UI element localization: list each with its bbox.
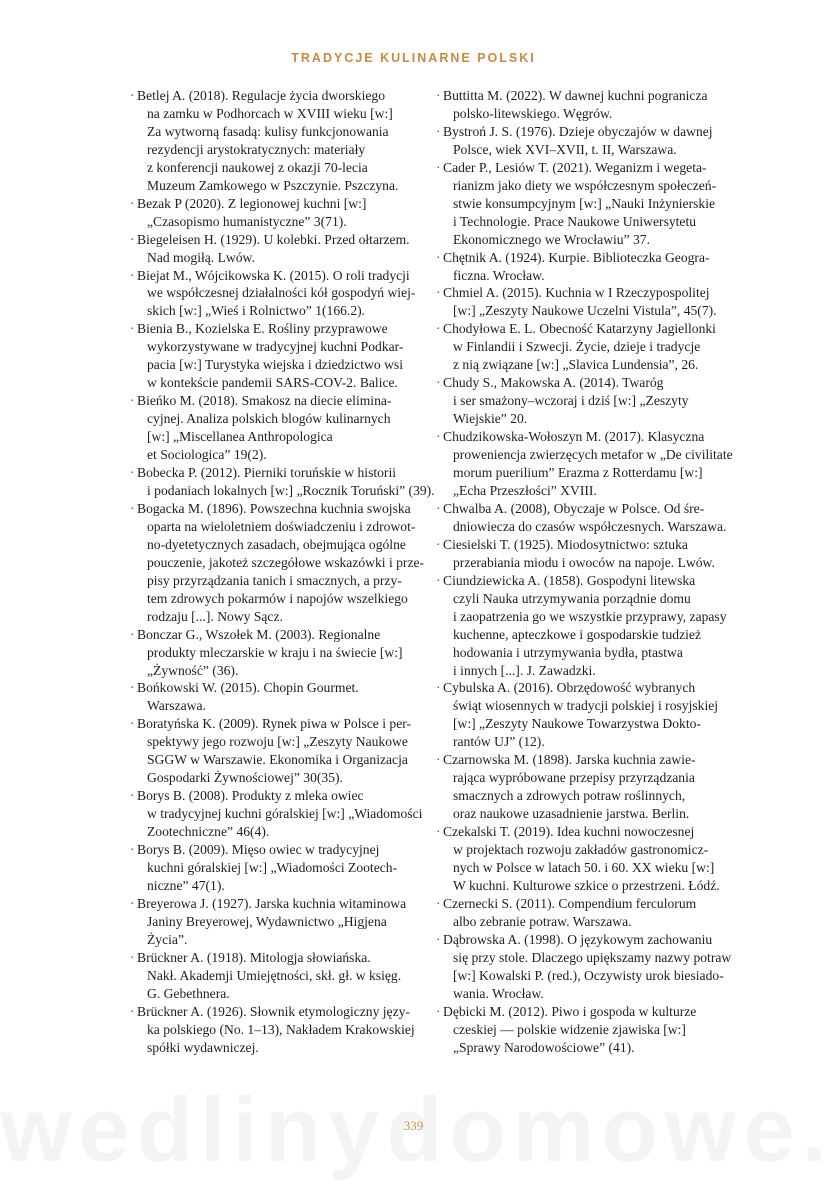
bullet-icon: ·: [436, 285, 441, 301]
bullet-icon: ·: [130, 788, 135, 804]
entry-line: et Sociologica” 19(2).: [147, 447, 267, 463]
bibliography-column-left: [130, 87, 437, 1056]
entry-line: Janiny Breyerowej, Wydawnictwo „Higjena: [147, 913, 387, 929]
bullet-icon: ·: [130, 88, 135, 103]
entry-line: i innych [...]. J. Zawadzki.: [453, 662, 596, 678]
entry-line: Warszawa.: [147, 698, 206, 714]
entry-line: Chodyłowa E. L. Obecność Katarzyny Jagiellonki: [443, 321, 716, 337]
bullet-icon: ·: [436, 1003, 441, 1019]
entry-line: stwie konsumpcyjnym [w:] „Nauki Inżynierskie: [453, 195, 715, 211]
entry-line: Bezak P (2020). Z legionowej kuchni [w:]: [137, 195, 367, 211]
entry-line: „Echa Przeszłości” XVIII.: [453, 482, 597, 498]
bullet-icon: ·: [130, 231, 135, 247]
entry-line: Brückner A. (1926). Słownik etymologiczny języ-: [137, 1003, 410, 1019]
entry-line: Dębicki M. (2012). Piwo i gospoda w kulturze: [443, 1003, 697, 1019]
bullet-icon: ·: [130, 393, 135, 409]
entry-line: Wiejskie” 20.: [453, 411, 528, 427]
entry-line: ficzna. Wrocław.: [453, 267, 545, 283]
bibliography-entry: [436, 895, 746, 931]
bibliography-entry: [436, 428, 746, 500]
entry-line: [w:] „Zeszyty Naukowe Towarzystwa Dokto-: [453, 716, 701, 732]
entry-line: Dąbrowska A. (1998). O językowym zachowaniu: [443, 931, 713, 947]
entry-line: się przy stole. Dlaczego upiększamy nazwy potraw: [453, 949, 732, 965]
entry-line: morum puerilium” Erazma z Rotterdamu [w:]: [453, 465, 703, 481]
entry-line: Chętnik A. (1924). Kurpie. Biblioteczka Geogra-: [443, 249, 710, 265]
entry-line: Ekonomicznego we Wrocławiu” 37.: [453, 231, 651, 247]
entry-line: na zamku w Podhorcach w XVIII wieku [w:]: [147, 105, 393, 121]
entry-line: Buttitta M. (2022). W dawnej kuchni pogranicza: [443, 88, 708, 103]
entry-line: Ciesielski T. (1925). Miodosytnictwo: sztuka: [443, 536, 688, 552]
entry-line: pouczenie, jakoteż szczegółowe wskazówki i prze-: [147, 554, 425, 570]
entry-line: Borys B. (2009). Mięso owiec w tradycyjnej: [137, 842, 380, 858]
entry-line: SGGW w Warszawie. Ekonomika i Organizacja: [147, 752, 408, 768]
entry-line: czyli Nauka utrzymywania porządnie domu: [453, 590, 691, 606]
entry-line: Chudzikowska-Wołoszyn M. (2017). Klasyczna: [443, 429, 705, 445]
entry-line: i Technologie. Prace Naukowe Uniwersytetu: [453, 213, 697, 229]
bullet-icon: ·: [436, 895, 441, 911]
entry-line: G. Gebethnera.: [147, 985, 230, 1001]
entry-line: Bogacka M. (1896). Powszechna kuchnia swojska: [137, 500, 411, 516]
bibliography-entry: [130, 267, 437, 321]
bibliography-entry: [130, 949, 437, 1003]
entry-line: w Finlandii i Szwecji. Życie, dzieje i tradycje: [453, 339, 701, 355]
entry-line: Nad mogiłą. Lwów.: [147, 249, 255, 265]
bullet-icon: ·: [436, 752, 441, 768]
entry-line: Polsce, wiek XVI–XVII, t. II, Warszawa.: [453, 141, 677, 157]
entry-line: rezydencji arystokratycznych: materiały: [147, 141, 366, 157]
bibliography-entry: [436, 679, 746, 751]
bullet-icon: ·: [436, 123, 441, 139]
entry-line: kuchni góralskiej [w:] „Wiadomości Zootech-: [147, 859, 398, 875]
bullet-icon: ·: [436, 572, 441, 588]
bibliography-entry: [436, 751, 746, 823]
bullet-icon: ·: [436, 321, 441, 337]
entry-line: cyjnej. Analiza polskich blogów kulinarnych: [147, 411, 391, 427]
bibliography-entry: [436, 249, 746, 285]
entry-line: Boratyńska K. (2009). Rynek piwa w Polsce i per-: [137, 716, 412, 732]
entry-line: rianizm jako diety we współczesnym społeczeń-: [453, 177, 717, 193]
entry-line: „Sprawy Narodowościowe” (41).: [453, 1039, 635, 1055]
bibliography-entry: [130, 895, 437, 949]
bibliography-entry: [436, 500, 746, 536]
entry-line: z nią związane [w:] „Slavica Lundensia”, 26.: [453, 357, 699, 373]
entry-line: spektywy jego rozwoju [w:] „Zeszyty Naukowe: [147, 734, 408, 750]
entry-line: Cader P., Lesiów T. (2021). Weganizm i wegeta-: [443, 159, 707, 175]
entry-line: Ciundziewicka A. (1858). Gospodyni litewska: [443, 572, 696, 588]
entry-line: i podaniach lokalnych [w:] „Rocznik Toruński” (39).: [147, 482, 435, 498]
entry-line: Muzeum Zamkowego w Pszczynie. Pszczyna.: [147, 177, 399, 193]
entry-line: Chudy S., Makowska A. (2014). Twaróg: [443, 375, 664, 391]
entry-line: nych w Polsce w latach 50. i 60. XX wieku [w:]: [453, 859, 715, 875]
bibliography-entry: [130, 464, 437, 500]
entry-line: no-dyetetycznych zasadach, obejmująca ogólne: [147, 536, 406, 552]
bibliography-entry: [130, 1003, 437, 1057]
entry-line: Borys B. (2008). Produkty z mleka owiec: [137, 788, 364, 804]
entry-line: przerabiania miodu i owoców na napoje. Lwów.: [453, 554, 715, 570]
entry-line: czeskiej — polskie widzenie zjawiska [w:]: [453, 1021, 686, 1037]
entry-line: ka polskiego (No. 1–13), Nakładem Krakowskiej: [147, 1021, 415, 1037]
entry-line: „Czasopismo humanistyczne” 3(71).: [147, 213, 347, 229]
entry-line: Biegeleisen H. (1929). U kolebki. Przed ołtarzem.: [137, 231, 410, 247]
bibliography-entry: [130, 500, 437, 626]
entry-line: z konferencji naukowej z okazji 70-lecia: [147, 159, 368, 175]
entry-line: Za wytworną fasadą: kulisy funkcjonowania: [147, 123, 389, 139]
entry-line: niczne” 47(1).: [147, 877, 225, 893]
entry-line: oparta na wieloletniem doświadczeniu i zdrowot-: [147, 518, 416, 534]
bullet-icon: ·: [130, 680, 135, 696]
entry-line: rodzaju [...]. Nowy Sącz.: [147, 608, 283, 624]
entry-line: Zootechniczne” 46(4).: [147, 824, 270, 840]
entry-line: Chmiel A. (2015). Kuchnia w I Rzeczypospolitej: [443, 285, 710, 301]
entry-line: skich [w:] „Wieś i Rolnictwo” 1(166.2).: [147, 303, 366, 319]
bullet-icon: ·: [436, 88, 441, 103]
bibliography-entry: [130, 195, 437, 231]
entry-line: Bystroń J. S. (1976). Dzieje obyczajów w dawnej: [443, 123, 713, 139]
page-number: 339: [403, 1118, 424, 1133]
entry-line: spółki wydawniczej.: [147, 1039, 259, 1055]
entry-line: Cybulska A. (2016). Obrzędowość wybranych: [443, 680, 696, 696]
bibliography-entry: [436, 123, 746, 159]
bibliography-entry: [130, 841, 437, 895]
entry-line: smacznych a zdrowych potraw roślinnych,: [453, 788, 686, 804]
bullet-icon: ·: [436, 680, 441, 696]
bibliography-entry: [436, 823, 746, 895]
bibliography-entry: [130, 231, 437, 267]
bullet-icon: ·: [436, 824, 441, 840]
running-header: TRADYCJE KULINARNE POLSKI: [291, 51, 536, 65]
bullet-icon: ·: [436, 249, 441, 265]
bibliography-entry: [130, 626, 437, 680]
bullet-icon: ·: [130, 716, 135, 732]
entry-line: w projektach rozwoju zakładów gastronomicz-: [453, 842, 709, 858]
bibliography-entry: [436, 87, 746, 123]
bullet-icon: ·: [436, 500, 441, 516]
entry-line: świąt wiosennych w tradycji polskiej i rosyjskiej: [453, 698, 719, 714]
bullet-icon: ·: [130, 195, 135, 211]
entry-line: [w:] Kowalski P. (red.), Oczywisty urok biesiado-: [453, 967, 724, 983]
bibliography-entry: [436, 572, 746, 680]
entry-line: rająca wypróbowane przepisy przyrządzania: [453, 770, 695, 786]
entry-line: wania. Wrocław.: [453, 985, 544, 1001]
bibliography-entry: [130, 392, 437, 464]
entry-line: hodowania i utrzymywania bydła, ptastwa: [453, 644, 683, 660]
entry-line: albo zebranie potraw. Warszawa.: [453, 913, 632, 929]
bullet-icon: ·: [130, 626, 135, 642]
bullet-icon: ·: [436, 159, 441, 175]
bullet-icon: ·: [130, 465, 135, 481]
bullet-icon: ·: [130, 895, 135, 911]
bullet-icon: ·: [130, 500, 135, 516]
bibliography-entry: [436, 374, 746, 428]
entry-line: oraz naukowe uzasadnienie jarstwa. Berlin.: [453, 806, 690, 822]
entry-line: wykorzystywane w tradycyjnej kuchni Podkar-: [147, 339, 404, 355]
entry-line: Nakł. Akademji Umiejętności, skł. gł. w księg.: [147, 967, 402, 983]
entry-line: rantów UJ” (12).: [453, 734, 545, 750]
entry-line: pacia [w:] Turystyka wiejska i dziedzictwo wsi: [147, 357, 403, 373]
bibliography-entry: [130, 715, 437, 787]
entry-line: W kuchni. Kulturowe szkice o przestrzeni. Łódź.: [453, 877, 720, 893]
entry-line: Czernecki S. (2011). Compendium ferculorum: [443, 895, 697, 911]
bullet-icon: ·: [436, 931, 441, 947]
entry-line: [w:] „Zeszyty Naukowe Uczelni Vistula”, 45(7).: [453, 303, 717, 319]
entry-line: Czarnowska M. (1898). Jarska kuchnia zawie-: [443, 752, 696, 768]
entry-line: produkty mleczarskie w kraju i na świecie [w:]: [147, 644, 403, 660]
bibliography-entry: [436, 536, 746, 572]
entry-line: Bonczar G., Wszołek M. (2003). Regionalne: [137, 626, 381, 642]
entry-line: „Żywność” (36).: [147, 662, 239, 678]
entry-line: proweniencja zwierzęcych metafor w „De civilitate: [453, 447, 733, 463]
entry-line: Bobecka P. (2012). Pierniki toruńskie w historii: [137, 465, 397, 481]
bibliography-entry: [130, 679, 437, 715]
bibliography-entry: [130, 87, 437, 195]
bullet-icon: ·: [436, 429, 441, 445]
entry-line: Biejat M., Wójcikowska K. (2015). O roli tradycji: [137, 267, 410, 283]
bullet-icon: ·: [130, 267, 135, 283]
entry-line: Bieńko M. (2018). Smakosz na diecie elimina-: [137, 393, 392, 409]
entry-line: Brückner A. (1918). Mitologja słowiańska.: [137, 949, 371, 965]
bibliography-entry: [436, 1003, 746, 1057]
bibliography-entry: [130, 320, 437, 392]
bibliography-column-right: [436, 87, 746, 1056]
bullet-icon: ·: [130, 321, 135, 337]
bullet-icon: ·: [436, 375, 441, 391]
entry-line: polsko-litewskiego. Węgrów.: [453, 105, 613, 121]
bibliography-entry: [436, 320, 746, 374]
entry-line: i zaopatrzenia go we wszystkie przyprawy, zapasy: [453, 608, 727, 624]
bibliography-entry: [130, 787, 437, 841]
entry-line: w kontekście pandemii SARS-COV-2. Balice.: [147, 375, 398, 391]
entry-line: i ser smażony–wczoraj i dziś [w:] „Zeszyty: [453, 393, 689, 409]
entry-line: Betlej A. (2018). Regulacje życia dworskiego: [137, 88, 386, 103]
entry-line: Gospodarki Żywnościowej” 30(35).: [147, 770, 343, 786]
bullet-icon: ·: [130, 1003, 135, 1019]
bibliography-entry: [436, 284, 746, 320]
bullet-icon: ·: [436, 536, 441, 552]
entry-line: Życia”.: [147, 931, 188, 947]
entry-line: Breyerowa J. (1927). Jarska kuchnia witaminowa: [137, 895, 407, 911]
bullet-icon: ·: [130, 842, 135, 858]
bibliography-entry: [436, 159, 746, 249]
entry-line: Bońkowski W. (2015). Chopin Gourmet.: [137, 680, 359, 696]
entry-line: w tradycyjnej kuchni góralskiej [w:] „Wiadomości: [147, 806, 423, 822]
entry-line: Bienia B., Kozielska E. Rośliny przyprawowe: [137, 321, 388, 337]
bullet-icon: ·: [130, 949, 135, 965]
entry-line: Chwalba A. (2008), Obyczaje w Polsce. Od śre-: [443, 500, 705, 516]
entry-line: Czekalski T. (2019). Idea kuchni nowoczesnej: [443, 824, 695, 840]
entry-line: tem zdrowych pokarmów i napojów wszelkiego: [147, 590, 408, 606]
entry-line: kuchenne, apteczkowe i gospodarskie tudzież: [453, 626, 701, 642]
bibliography-entry: [436, 931, 746, 1003]
entry-line: dniowiecza do czasów współczesnych. Warszawa.: [453, 518, 727, 534]
entry-line: pisy przyrządzania tanich i smacznych, a przy-: [147, 572, 402, 588]
entry-line: [w:] „Miscellanea Anthropologica: [147, 429, 333, 445]
entry-line: we współczesnej działalności kół gospodyń wiej-: [147, 285, 416, 301]
